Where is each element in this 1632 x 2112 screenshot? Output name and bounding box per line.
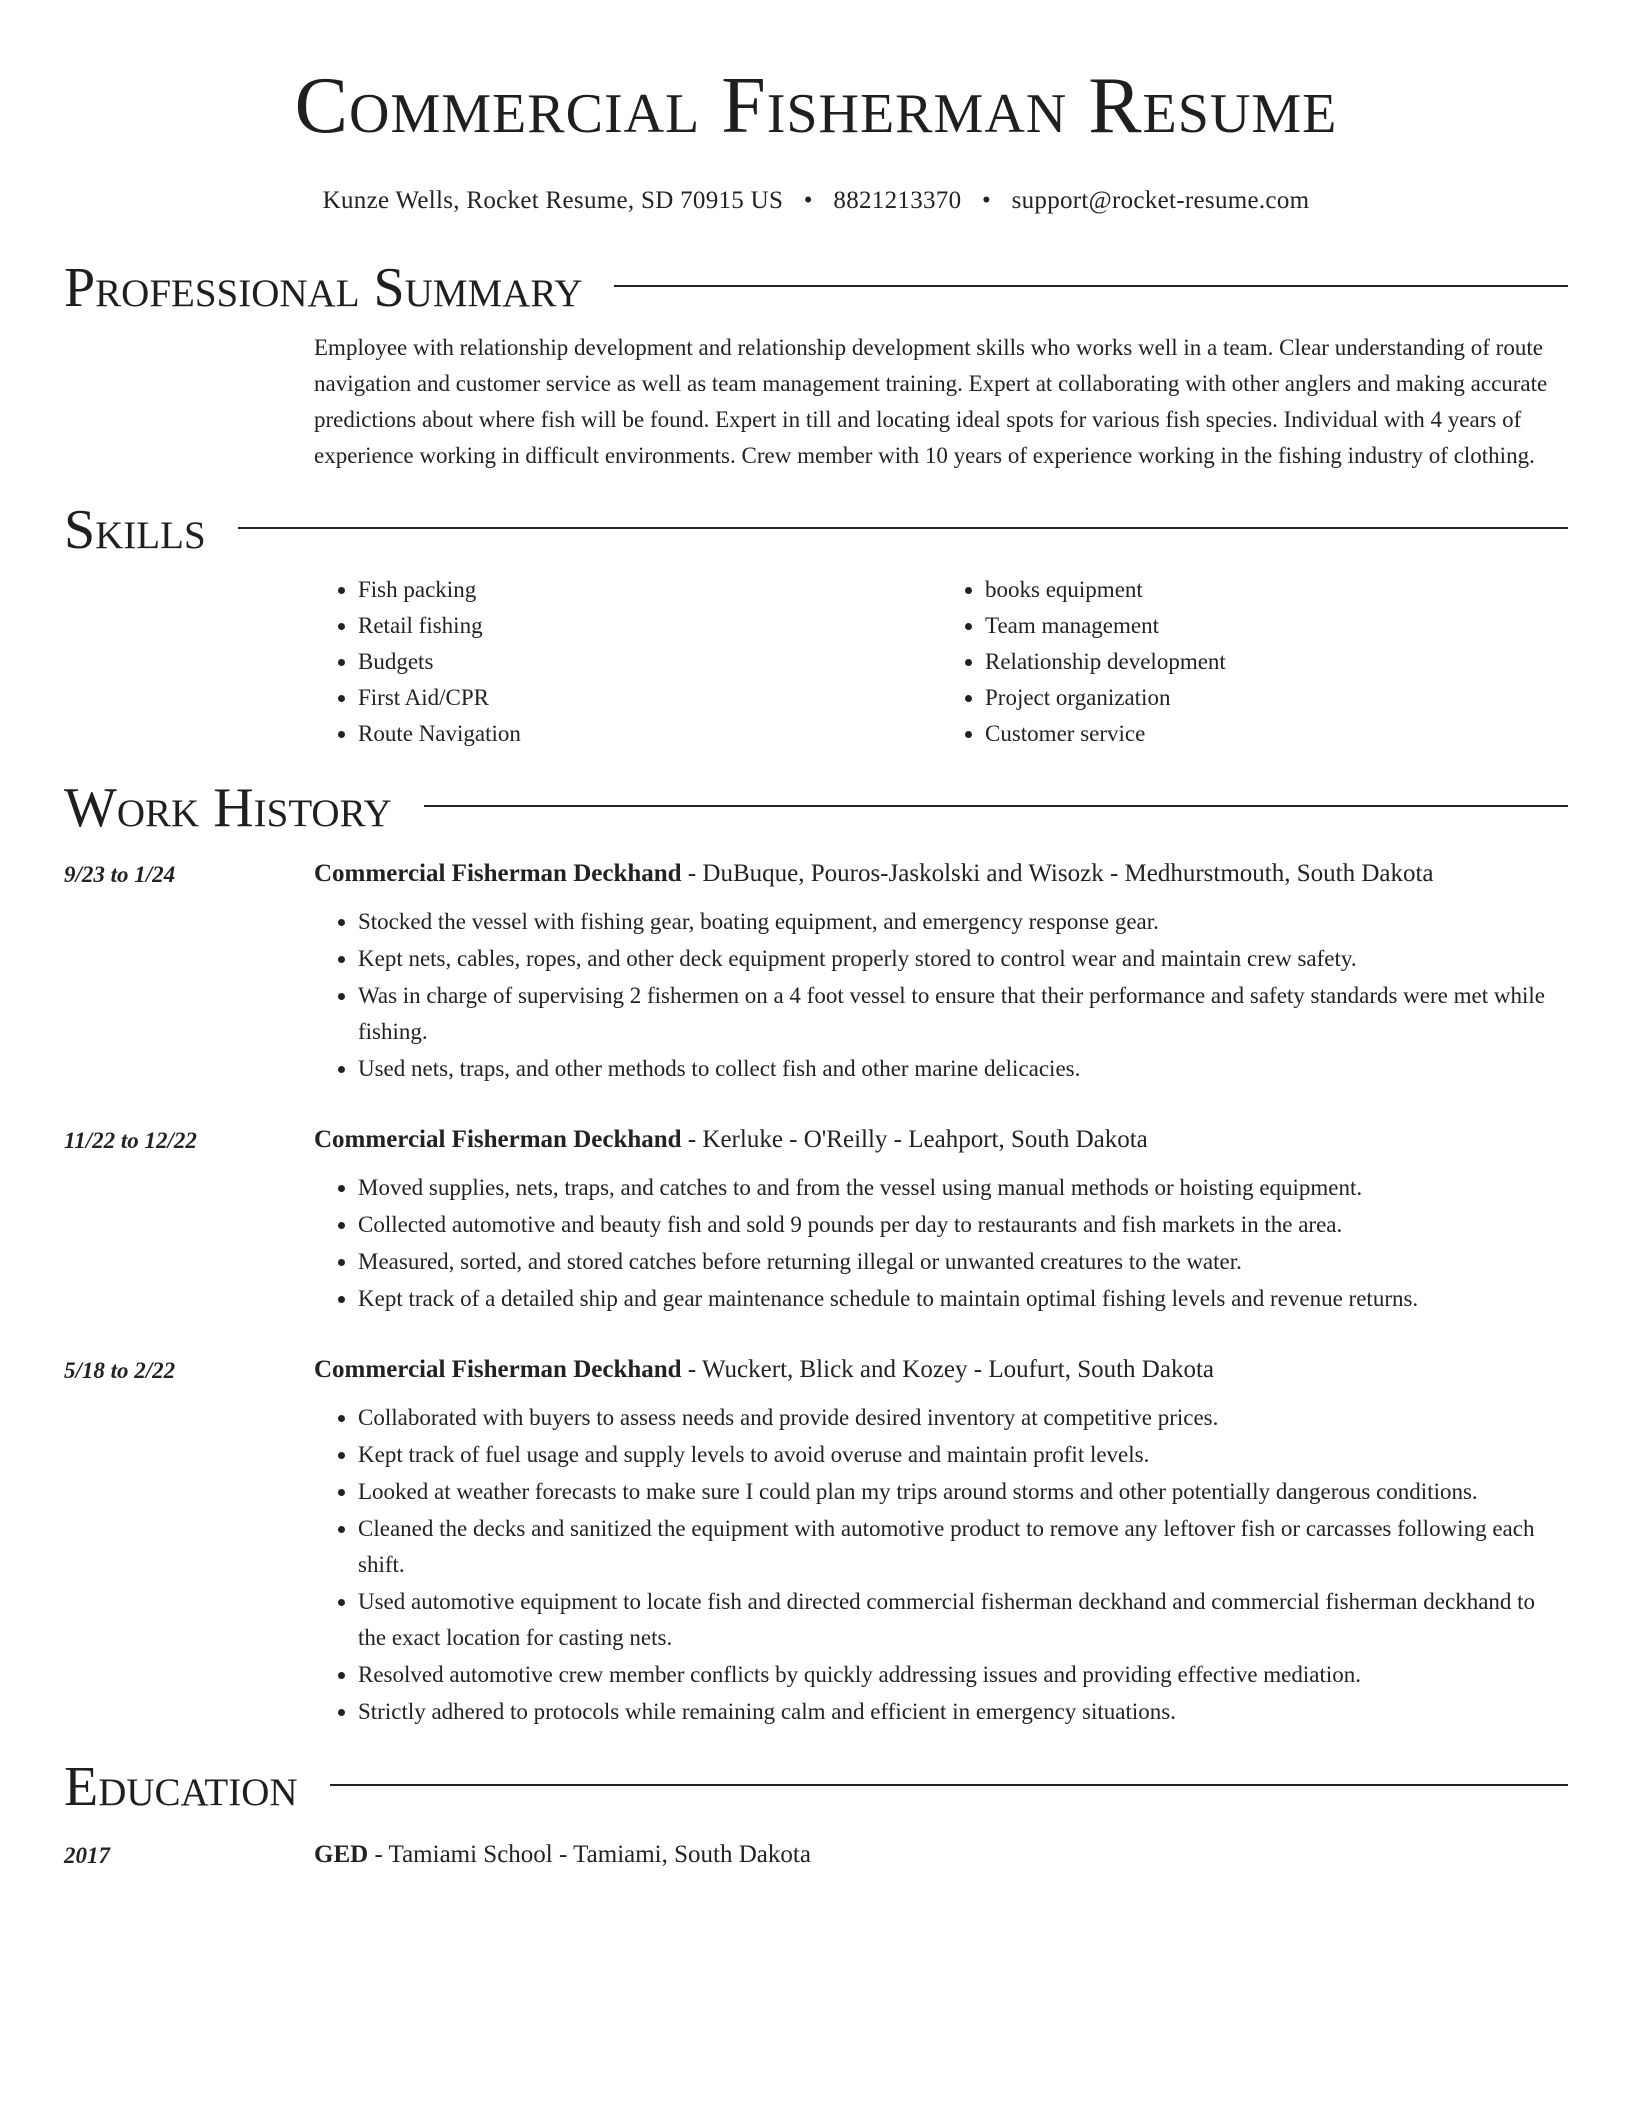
section-divider <box>424 805 1568 807</box>
job-entry <box>64 854 1568 1088</box>
job-bullet: • Measured, sorted, and stored catches before returning illegal or unwanted creatures to the water. <box>358 1244 1568 1280</box>
job-bullet: • Stocked the vessel with fishing gear, boating equipment, and emergency response gear. <box>358 904 1568 940</box>
section-divider <box>614 285 1568 287</box>
job-dates: 9/23 to 1/24 <box>64 862 176 887</box>
skill-item: • Retail fishing <box>358 608 941 644</box>
job-bullet: • Strictly adhered to protocols while remaining calm and efficient in emergency situations. <box>358 1694 1568 1730</box>
job-bullet: • Was in charge of supervising 2 fishermen on a 4 foot vessel to ensure that their performance and safety standards were met while fishing. <box>358 978 1568 1050</box>
job-bullet: • Kept nets, cables, ropes, and other deck equipment properly stored to control wear and maintain crew safety. <box>358 941 1568 977</box>
section-header <box>64 500 1568 560</box>
skill-item: • Customer service <box>985 716 1568 752</box>
job-dates: 5/18 to 2/22 <box>64 1358 176 1383</box>
education-date: 2017 <box>64 1843 110 1868</box>
summary-section <box>64 258 1568 474</box>
contact-email: support@rocket-resume.com <box>1011 187 1310 214</box>
contact-address: Kunze Wells, Rocket Resume, SD 70915 US <box>322 187 784 214</box>
contact-separator: • <box>803 187 813 214</box>
job-bullets <box>314 1170 1568 1317</box>
job-bullets <box>314 904 1568 1087</box>
skill-item: • Route Navigation <box>358 716 941 752</box>
job-bullet: • Used automotive equipment to locate fish and directed commercial fisherman deckhand and commercial fisherman deckhand to the exact location for casting nets. <box>358 1584 1568 1656</box>
job-entry <box>64 1120 1568 1318</box>
skill-item: • Team management <box>985 608 1568 644</box>
job-bullet: • Collected automotive and beauty fish and sold 9 pounds per day to restaurants and fish markets in the area. <box>358 1207 1568 1243</box>
section-title: Skills <box>64 499 206 561</box>
job-title-line <box>314 854 1568 894</box>
job-entry <box>64 1350 1568 1731</box>
skill-item: • First Aid/CPR <box>358 680 941 716</box>
skills-column-left <box>314 572 941 752</box>
job-bullet: • Collaborated with buyers to assess needs and provide desired inventory at competitive prices. <box>358 1400 1568 1436</box>
section-divider <box>238 527 1568 529</box>
section-divider <box>330 1784 1568 1786</box>
job-body <box>314 854 1568 1088</box>
job-role: Commercial Fisherman Deckhand <box>314 1126 682 1153</box>
education-section <box>64 1757 1568 1875</box>
job-employer: - Wuckert, Blick and Kozey - Loufurt, South Dakota <box>681 1356 1214 1383</box>
section-header <box>64 778 1568 838</box>
job-bullet: • Used nets, traps, and other methods to collect fish and other marine delicacies. <box>358 1051 1568 1087</box>
education-entry <box>64 1835 1568 1875</box>
contact-line <box>64 184 1568 218</box>
job-bullet: • Moved supplies, nets, traps, and catches to and from the vessel using manual methods or hoisting equipment. <box>358 1170 1568 1206</box>
skill-item: • books equipment <box>985 572 1568 608</box>
job-bullet: • Kept track of a detailed ship and gear maintenance schedule to maintain optimal fishing levels and revenue returns. <box>358 1281 1568 1317</box>
resume-title: Commercial Fisherman Resume <box>294 62 1338 150</box>
job-bullets <box>314 1400 1568 1730</box>
job-dates: 11/22 to 12/22 <box>64 1128 197 1153</box>
job-title-line <box>314 1350 1568 1390</box>
job-bullet: • Kept track of fuel usage and supply levels to avoid overuse and maintain profit levels. <box>358 1437 1568 1473</box>
skills-column-right <box>941 572 1568 752</box>
summary-text: Employee with relationship development and relationship development skills who works well in a team. Clear understanding of route navigation and customer service as well as team management training. Expert at collaborating with other anglers and making accurate predictions about where fish will be found. Expert in till and locating ideal spots for various fish species. Individual with 4 years of experience working in difficult environments. Crew member with 10 years of experience working in the fishing industry of clothing. <box>314 335 1548 468</box>
section-title: Work History <box>64 777 392 839</box>
contact-separator: • <box>981 187 992 214</box>
job-bullet: • Looked at weather forecasts to make sure I could plan my trips around storms and other potentially dangerous conditions. <box>358 1474 1568 1510</box>
job-bullet: • Resolved automotive crew member conflicts by quickly addressing issues and providing effective mediation. <box>358 1657 1568 1693</box>
job-employer: - Kerluke - O'Reilly - Leahport, South Dakota <box>681 1126 1148 1153</box>
education-line <box>314 1835 811 1875</box>
skill-item: • Project organization <box>985 680 1568 716</box>
education-degree: GED <box>314 1841 369 1868</box>
contact-phone: 8821213370 <box>833 187 962 214</box>
job-employer: - DuBuque, Pouros-Jaskolski and Wisozk - Medhurstmouth, South Dakota <box>681 860 1434 887</box>
skill-item: • Relationship development <box>985 644 1568 680</box>
section-header <box>64 258 1568 318</box>
section-header <box>64 1757 1568 1817</box>
section-title: Professional Summary <box>64 257 583 319</box>
job-bullet: • Cleaned the decks and sanitized the equipment with automotive product to remove any leftover fish or carcasses following each shift. <box>358 1511 1568 1583</box>
section-title: Education <box>64 1756 298 1818</box>
job-title-line <box>314 1120 1568 1160</box>
job-body <box>314 1350 1568 1731</box>
education-school: - Tamiami School - Tamiami, South Dakota <box>368 1841 811 1868</box>
skill-item: • Budgets <box>358 644 941 680</box>
job-role: Commercial Fisherman Deckhand <box>314 860 682 887</box>
skills-list <box>314 572 1568 752</box>
job-body <box>314 1120 1568 1318</box>
work-history-section <box>64 778 1568 1731</box>
skills-section <box>64 500 1568 752</box>
job-role: Commercial Fisherman Deckhand <box>314 1356 682 1383</box>
skill-item: • Fish packing <box>358 572 941 608</box>
